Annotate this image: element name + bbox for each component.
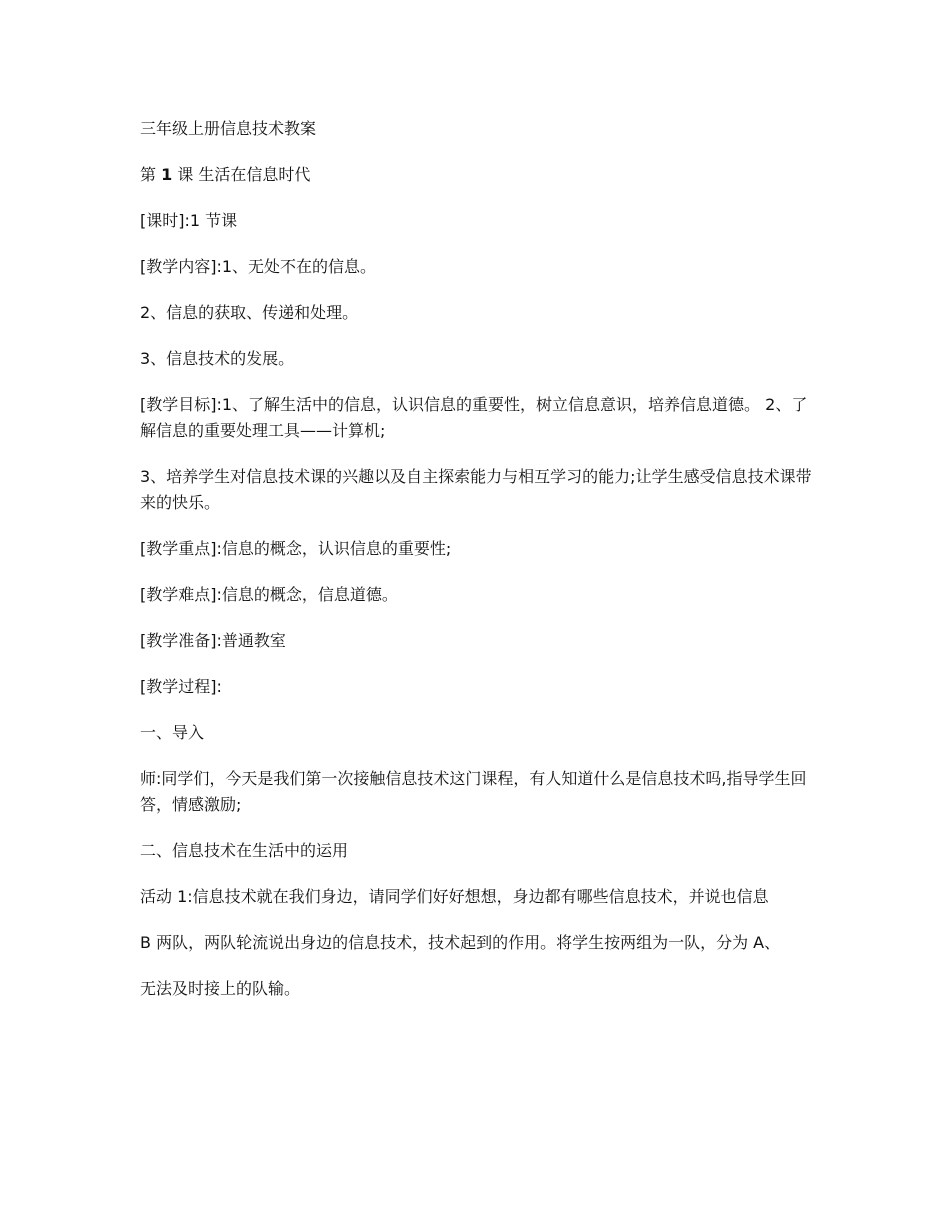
lesson-number: 1 <box>161 165 173 184</box>
paragraph-key-points: [教学重点]:信息的概念，认识信息的重要性; <box>140 539 452 558</box>
paragraph-teams: B 两队，两队轮流说出身边的信息技术，技术起到的作用。将学生按两组为一队，分为 A、 <box>140 933 781 952</box>
paragraph-content-2: 2、信息的获取、传递和处理。 <box>140 303 359 322</box>
lesson-prefix: 第 <box>140 165 162 184</box>
paragraph-loss-rule: 无法及时接上的队输。 <box>140 979 301 998</box>
lesson-heading <box>140 162 820 188</box>
section-intro: 一、导入 <box>140 723 205 742</box>
document-title: 三年级上册信息技术教案 <box>140 119 317 138</box>
paragraph-goals-3: 3、培养学生对信息技术课的兴趣以及自主探索能力与相互学习的能力;让学生感受信息技术课带来的快乐。 <box>140 467 812 512</box>
section-application: 二、信息技术在生活中的运用 <box>140 841 349 860</box>
paragraph-teacher: 师:同学们，今天是我们第一次接触信息技术这门课程，有人知道什么是信息技术吗,指导学生回答，情感激励; <box>140 769 807 814</box>
paragraph-activity-1: 活动 1:信息技术就在我们身边，请同学们好好想想，身边都有哪些信息技术，并说也信息 <box>140 887 769 906</box>
paragraph-goals-1: [教学目标]:1、了解生活中的信息，认识信息的重要性，树立信息意识，培养信息道德。 2、了解信息的重要处理工具——计算机; <box>140 395 808 440</box>
document-body <box>140 116 820 1022</box>
paragraph-content-3: 3、信息技术的发展。 <box>140 349 295 368</box>
paragraph-difficulties: [教学难点]:信息的概念，信息道德。 <box>140 585 398 604</box>
paragraph-preparation: [教学准备]:普通教室 <box>140 631 286 650</box>
paragraph-process: [教学过程]: <box>140 677 222 696</box>
lesson-title: 课 生活在信息时代 <box>172 165 311 184</box>
paragraph-content-1: [教学内容]:1、无处不在的信息。 <box>140 257 377 276</box>
paragraph-class-hours: [课时]:1 节课 <box>140 211 238 230</box>
